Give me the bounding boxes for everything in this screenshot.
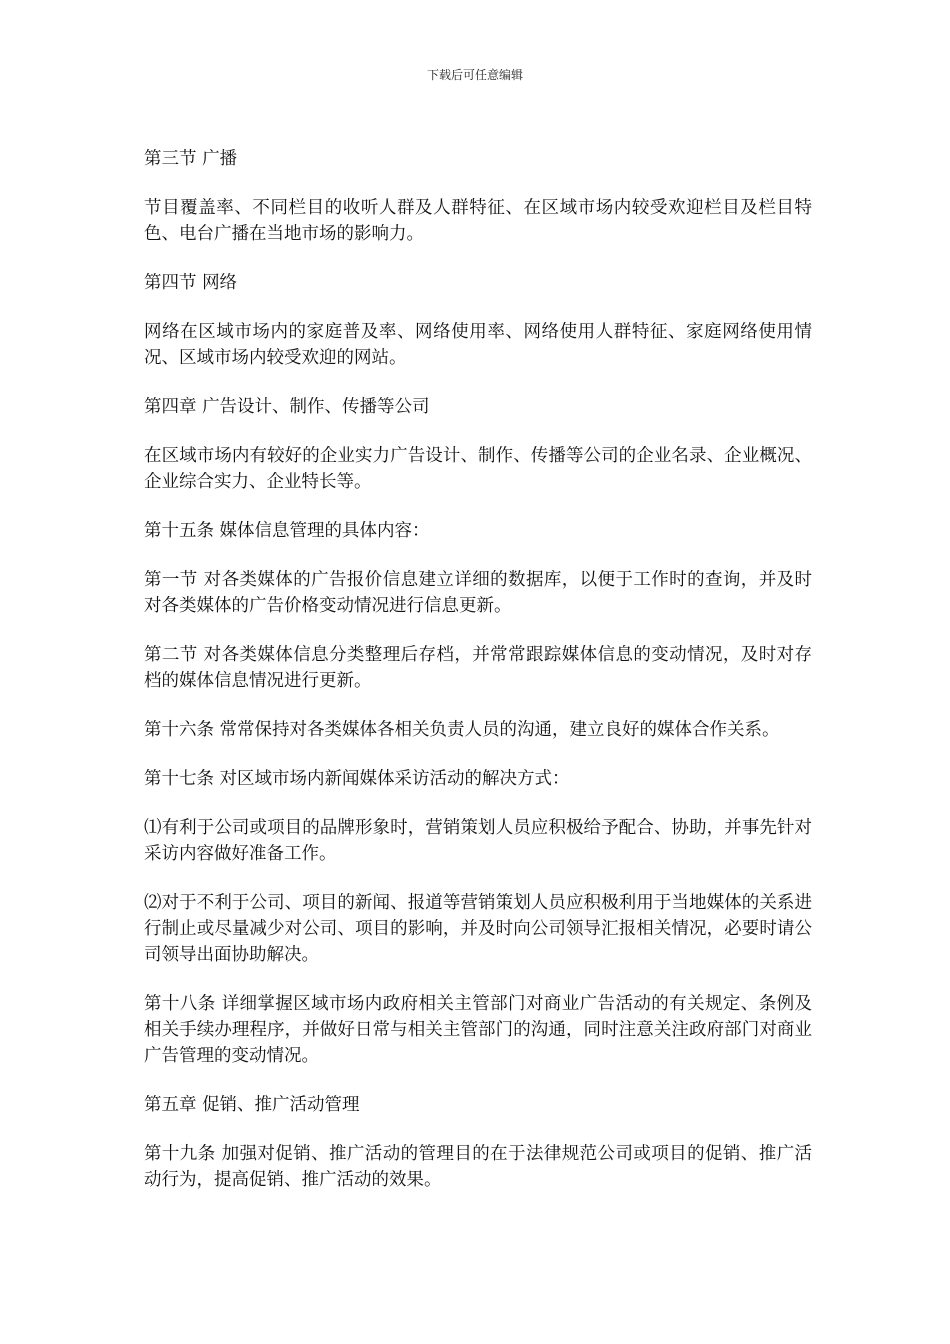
paragraph-article-18: 第十八条 详细掌握区域市场内政府相关主管部门对商业广告活动的有关规定、条例及相关手续办理程序，并做好日常与相关主管部门的沟通，同时注意关注政府部门对商业广告管理的变动情况。 bbox=[144, 994, 812, 1066]
paragraph-article-15-section-1: 第一节 对各类媒体的广告报价信息建立详细的数据库，以便于工作时的查询，并及时对各类媒体的广告价格变动情况进行信息更新。 bbox=[144, 570, 812, 616]
paragraph-article-16: 第十六条 常常保持对各类媒体各相关负责人员的沟通，建立良好的媒体合作关系。 bbox=[144, 720, 780, 740]
paragraph-article-17-item-1: ⑴有利于公司或项目的品牌形象时，营销策划人员应积极给予配合、协助，并事先针对采访内容做好准备工作。 bbox=[144, 818, 812, 864]
paragraph-article-17-item-2: ⑵对于不利于公司、项目的新闻、报道等营销策划人员应积极利用于当地媒体的关系进行制止或尽量减少对公司、项目的影响，并及时向公司领导汇报相关情况，必要时请公司领导出面协助解决。 bbox=[144, 893, 812, 965]
section-heading-broadcast: 第三节 广播 bbox=[144, 149, 238, 169]
paragraph-broadcast-content: 节目覆盖率、不同栏目的收听人群及人群特征、在区域市场内较受欢迎栏目及栏目特色、电台广播在当地市场的影响力。 bbox=[144, 198, 812, 244]
header-note: 下载后可任意编辑 bbox=[426, 68, 523, 82]
chapter-heading-promotion: 第五章 促销、推广活动管理 bbox=[144, 1095, 360, 1115]
article-15-heading: 第十五条 媒体信息管理的具体内容： bbox=[144, 521, 430, 541]
section-heading-network: 第四节 网络 bbox=[144, 273, 238, 293]
document-body bbox=[144, 146, 812, 1216]
paragraph-ad-companies: 在区域市场内有较好的企业实力广告设计、制作、传播等公司的企业名录、企业概况、企业综合实力、企业特长等。 bbox=[144, 446, 812, 492]
paragraph-article-19: 第十九条 加强对促销、推广活动的管理目的在于法律规范公司或项目的促销、推广活动行为，提高促销、推广活动的效果。 bbox=[144, 1144, 812, 1190]
paragraph-network-content: 网络在区域市场内的家庭普及率、网络使用率、网络使用人群特征、家庭网络使用情况、区域市场内较受欢迎的网站。 bbox=[144, 322, 812, 368]
chapter-heading-ad-companies: 第四章 广告设计、制作、传播等公司 bbox=[144, 397, 430, 417]
article-17-heading: 第十七条 对区域市场内新闻媒体采访活动的解决方式： bbox=[144, 769, 570, 789]
paragraph-article-15-section-2: 第二节 对各类媒体信息分类整理后存档，并常常跟踪媒体信息的变动情况，及时对存档的媒体信息情况进行更新。 bbox=[144, 645, 812, 691]
